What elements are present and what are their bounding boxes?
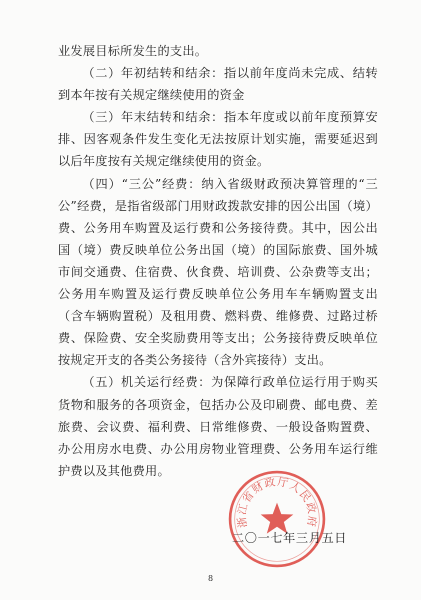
document-date: 二〇一七年三月五日 (232, 531, 348, 545)
paragraph-5: （五）机关运行经费：为保障行政单位运行用于购买货物和服务的各项资金，包括办公及印刷费、邮电费、差旅费、会议费、福利费、日常维修费、一般设备购置费、办公用房水电费、办公用房物业管理费、公务用车运行维护费以及其他费用。 (58, 375, 378, 478)
page-number: 8 (207, 574, 214, 583)
paragraph-2: （二）年初结转和结余：指以前年度尚未完成、结转到本年按有关规定继续使用的资金 (58, 66, 378, 103)
paragraph-1: 业发展目标所发生的支出。 (58, 44, 208, 58)
document-body (58, 40, 378, 482)
official-seal-icon (226, 468, 328, 570)
paragraph-4: （四）“三公”经费：纳入省级财政预决算管理的“三公”经费，是指省级部门用财政拨款安排的因公出国（境）费、公务用车购置及运行费和公务接待费。其中，因公出国（境）费反映单位公务出国（境）的国际旅费、国外城市间交通费、住宿费、伙食费、培训费、公杂费等支出；公务用车购置及运行费反映单位公务用车车辆购置支出（含车辆购置税）及租用费、燃料费、维修费、过路过桥费、保险费、安全奖励费用等支出；公务接待费反映单位按规定开支的各类公务接待（含外宾接待）支出。 (58, 176, 378, 368)
svg-text:浙江省财政厅人民政府: 浙江省财政厅人民政府 (234, 475, 320, 529)
paragraph-3: （三）年末结转和结余：指本年度或以前年度预算安排、因客观条件发生变化无法按原计划实施，需要延迟到以后年度按有关规定继续使用的资金。 (58, 110, 378, 169)
